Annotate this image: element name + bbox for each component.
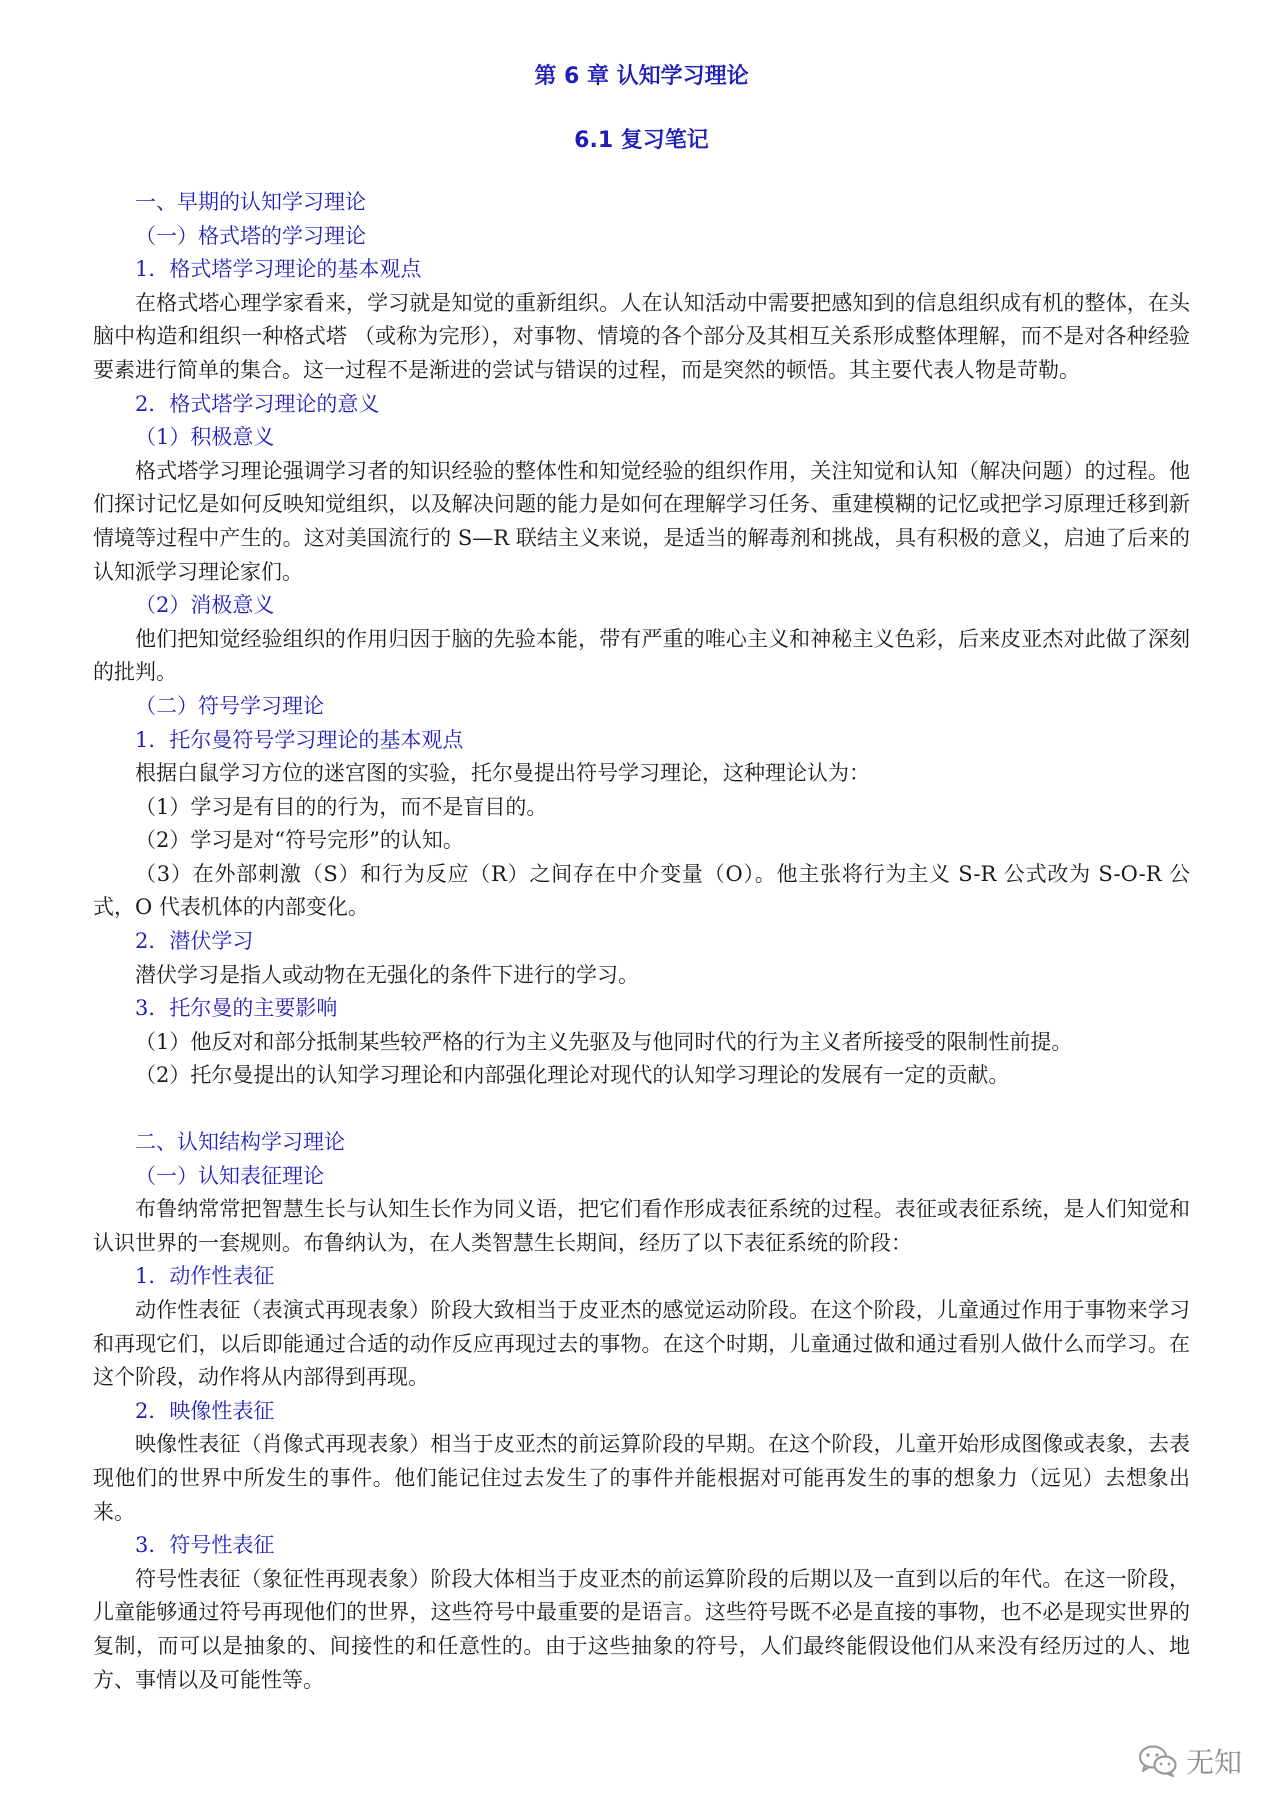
- paragraph: （1）学习是有目的的行为，而不是盲目的。: [135, 794, 548, 819]
- document-body: [93, 186, 1190, 1697]
- paragraph: （2）托尔曼提出的认知学习理论和内部强化理论对现代的认知学习理论的发展有一定的贡献。: [135, 1063, 1010, 1088]
- heading: 1．托尔曼符号学习理论的基本观点: [135, 727, 464, 752]
- heading: 2．格式塔学习理论的意义: [135, 391, 380, 416]
- paragraph: 在格式塔心理学家看来，学习就是知觉的重新组织。人在认知活动中需要把感知到的信息组织成有机的整体，在头脑中构造和组织一种格式塔 （或称为完形），对事物、情境的各个部分及其相互关系形成整体理解，而不是对各种经验要素进行简单的集合。这一过程不是渐进的尝试与错误的过程，而是突然的顿悟。其主要代表人物是苛勒。: [93, 290, 1190, 382]
- paragraph: 他们把知觉经验组织的作用归因于脑的先验本能，带有严重的唯心主义和神秘主义色彩，后来皮亚杰对此做了深刻的批判。: [93, 626, 1190, 685]
- section-gap: [93, 1093, 1190, 1126]
- heading: （一）格式塔的学习理论: [135, 223, 366, 248]
- chapter-title: 第 6 章 认知学习理论: [534, 64, 749, 89]
- heading: 1．格式塔学习理论的基本观点: [135, 257, 422, 282]
- heading: 1．动作性表征: [135, 1264, 275, 1289]
- paragraph: 符号性表征（象征性再现表象）阶段大体相当于皮亚杰的前运算阶段的后期以及一直到以后的年代。在这一阶段，儿童能够通过符号再现他们的世界，这些符号中最重要的是语言。这些符号既不必是直接的事物，也不必是现实世界的复制，而可以是抽象的、间接性的和任意性的。由于这些抽象的符号，人们最终能假设他们从来没有经历过的人、地方、事情以及可能性等。: [93, 1566, 1190, 1692]
- wechat-icon: [1138, 1744, 1178, 1778]
- heading: （一）认知表征理论: [135, 1163, 324, 1188]
- watermark-text: 无知: [1185, 1746, 1242, 1779]
- paragraph: 映像性表征（肖像式再现表象）相当于皮亚杰的前运算阶段的早期。在这个阶段，儿童开始形成图像或表象，去表现他们的世界中所发生的事件。他们能记住过去发生了的事件并能根据对可能再发生的事的想象力（远见）去想象出来。: [93, 1432, 1190, 1524]
- paragraph: （1）他反对和部分抵制某些较严格的行为主义先驱及与他同时代的行为主义者所接受的限制性前提。: [135, 1029, 1073, 1054]
- paragraph: 根据白鼠学习方位的迷宫图的实验，托尔曼提出符号学习理论，这种理论认为：: [135, 761, 870, 786]
- heading: 3．托尔曼的主要影响: [135, 996, 338, 1021]
- heading: 2．潜伏学习: [135, 929, 254, 954]
- section-title: 6.1 复习笔记: [574, 128, 709, 153]
- heading: 3．符号性表征: [135, 1533, 275, 1558]
- paragraph: 动作性表征（表演式再现表象）阶段大致相当于皮亚杰的感觉运动阶段。在这个阶段，儿童通过作用于事物来学习和再现它们，以后即能通过合适的动作反应再现过去的事物。在这个时期，儿童通过做和通过看别人做什么而学习。在这个阶段，动作将从内部得到再现。: [93, 1298, 1190, 1390]
- heading: （1）积极意义: [135, 425, 275, 450]
- watermark: [1138, 1741, 1242, 1781]
- paragraph: 布鲁纳常常把智慧生长与认知生长作为同义语，把它们看作形成表征系统的过程。表征或表征系统，是人们知觉和认识世界的一套规则。布鲁纳认为，在人类智慧生长期间，经历了以下表征系统的阶段：: [93, 1197, 1190, 1255]
- paragraph: （2）学习是对“符号完形”的认知。: [135, 828, 464, 853]
- heading: （二）符号学习理论: [135, 693, 324, 718]
- heading: （2）消极意义: [135, 593, 275, 618]
- heading: 2．映像性表征: [135, 1398, 275, 1423]
- document-page: [93, 60, 1190, 1697]
- heading: 一、早期的认知学习理论: [135, 190, 366, 214]
- heading: 二、认知结构学习理论: [135, 1130, 345, 1155]
- paragraph: （3）在外部刺激（S）和行为反应（R）之间存在中介变量（O）。他主张将行为主义 S-R 公式改为 S-O-R 公式，O 代表机体的内部变化。: [93, 861, 1190, 920]
- paragraph: 格式塔学习理论强调学习者的知识经验的整体性和知觉经验的组织作用，关注知觉和认知（解决问题）的过程。他们探讨记忆是如何反映知觉组织，以及解决问题的能力是如何在理解学习任务、重建模糊的记忆或把学习原理迁移到新情境等过程中产生的。这对美国流行的 S—R 联结主义来说，是适当的解毒剂和挑战，具有积极的意义，启迪了后来的认知派学习理论家们。: [93, 458, 1190, 584]
- paragraph: 潜伏学习是指人或动物在无强化的条件下进行的学习。: [135, 962, 639, 987]
